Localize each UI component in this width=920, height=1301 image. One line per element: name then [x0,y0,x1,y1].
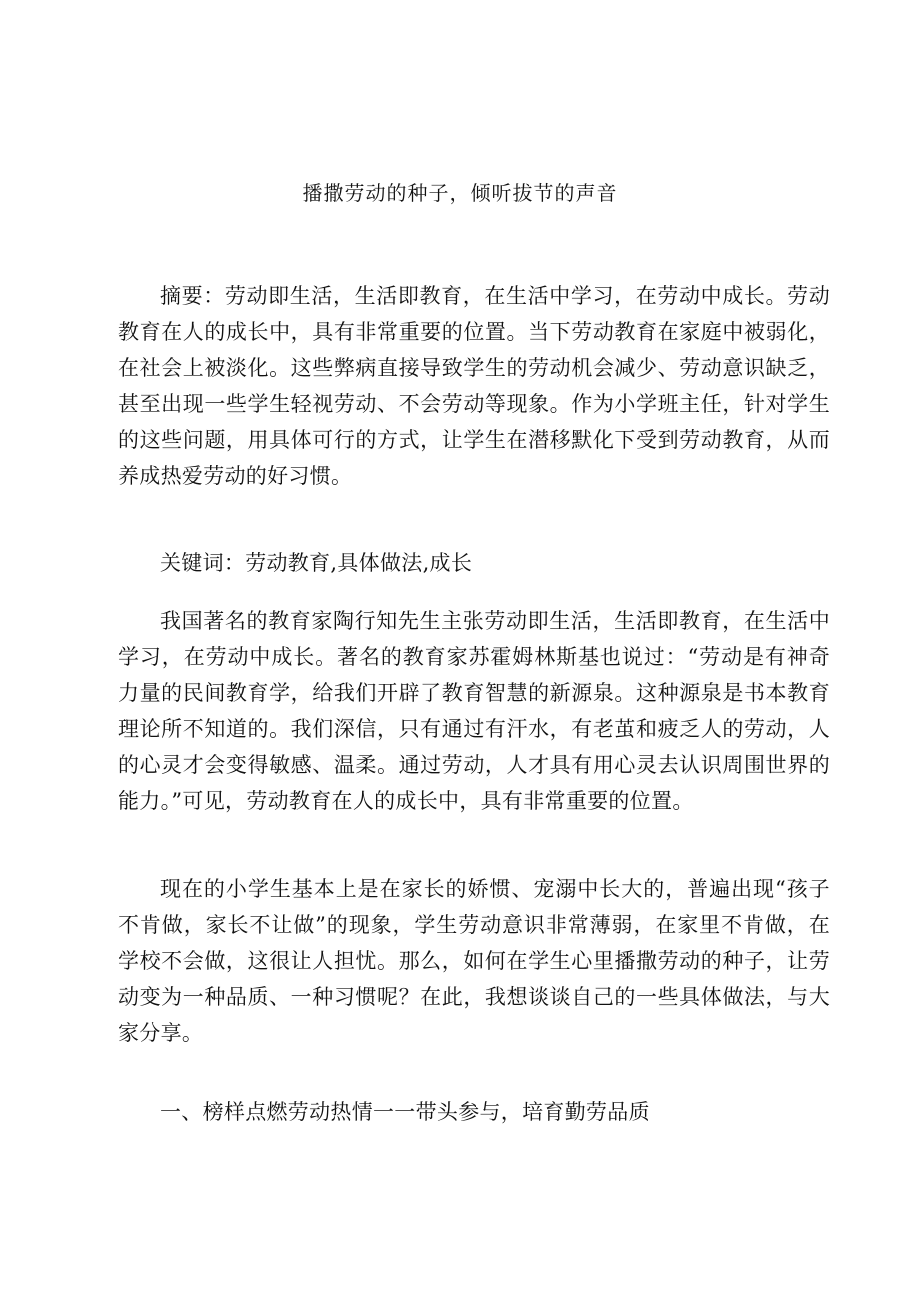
abstract-paragraph: 摘要：劳动即生活，生活即教育，在生活中学习，在劳动中成长。劳动教育在人的成长中，具有非常重要的位置。当下劳动教育在家庭中被弱化，在社会上被淡化。这些弊病直接导致学生的劳动机会减少、劳动意识缺乏，甚至出现一些学生轻视劳动、不会劳动等现象。作为小学班主任，针对学生的这些问题，用具体可行的方式，让学生在潜移默化下受到劳动教育，从而养成热爱劳动的好习惯。 [118,284,830,488]
keywords-line: 关键词：劳动教育,具体做法,成长 [160,551,473,575]
body-paragraph-1: 我国著名的教育家陶行知先生主张劳动即生活，生活即教育，在生活中学习，在劳动中成长。著名的教育家苏霍姆林斯基也说过：“劳动是有神奇力量的民间教育学，给我们开辟了教育智慧的新源泉。这种源泉是书本教育理论所不知道的。我们深信，只有通过有汗水，有老茧和疲乏人的劳动，人的心灵才会变得敏感、温柔。通过劳动，人才具有用心灵去认识周围世界的能力。”可见，劳动教育在人的成长中，具有非常重要的位置。 [118,609,830,813]
section-heading-1: 一、榜样点燃劳动热情一一带头参与，培育勤劳品质 [160,1100,650,1124]
body-paragraph-2: 现在的小学生基本上是在家长的娇惯、宠溺中长大的，普遍出现“孩子不肯做，家长不让做”的现象，学生劳动意识非常薄弱，在家里不肯做，在学校不会做，这很让人担忧。那么，如何在学生心里播撒劳动的种子，让劳动变为一种品质、一种习惯呢？在此，我想谈谈自己的一些具体做法，与大家分享。 [118,877,830,1045]
document-title: 播撒劳动的种子，倾听拔节的声音 [302,181,618,205]
